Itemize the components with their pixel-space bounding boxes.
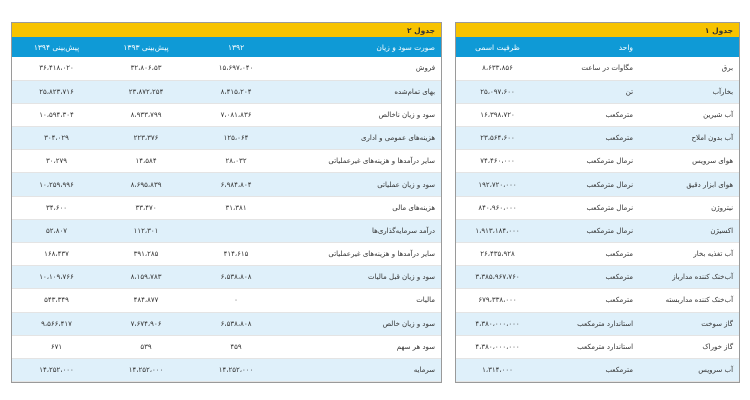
cell-unit: مترمکعب: [539, 289, 639, 312]
cell-capacity: ۸،۶۳۳،۸۵۶: [456, 57, 539, 80]
table-row: [456, 312, 739, 335]
table-row: [12, 80, 441, 103]
cell-item: آب بدون املاح: [639, 127, 739, 150]
cell-unit: نرمال مترمکعب: [539, 173, 639, 196]
cell-item: گاز سوخت: [639, 312, 739, 335]
table-row: [456, 103, 739, 126]
col-header-capacity: ظرفیت اسمی: [456, 37, 539, 57]
cell-1394: ۲۵،۸۲۳،۷۱۶: [12, 80, 101, 103]
cell-1394: ۵۴۳،۳۴۹: [12, 289, 101, 312]
cell-1394: ۳۰،۲۷۹: [12, 150, 101, 173]
cell-unit: تن: [539, 80, 639, 103]
cell-1394: ۱۰،۵۹۴،۳۰۴: [12, 103, 101, 126]
cell-capacity: ۱،۹۱۳،۱۸۴،۰۰۰: [456, 219, 539, 242]
table-row: [12, 289, 441, 312]
cell-item: برق: [639, 57, 739, 80]
cell-item: سود هر سهم: [281, 335, 441, 358]
table-row: [12, 335, 441, 358]
cell-1393: ۳۳،۴۷۰: [101, 196, 191, 219]
cell-1392: ۶،۵۳۸،۸۰۸: [191, 266, 281, 289]
cell-1393: ۲۲۳،۳۷۶: [101, 127, 191, 150]
cell-1393: ۸،۱۵۹،۷۸۳: [101, 266, 191, 289]
cell-1394: ۱۰،۱۰۹،۷۶۶: [12, 266, 101, 289]
cell-unit: نرمال مترمکعب: [539, 150, 639, 173]
cell-1393: ۱۴،۲۵۲،۰۰۰: [101, 358, 191, 381]
table-row: [456, 266, 739, 289]
cell-capacity: ۲۶،۴۳۵،۹۲۸: [456, 243, 539, 266]
cell-1394: ۱۶۸،۴۳۷: [12, 243, 101, 266]
cell-1393: ۲۳،۸۷۲،۲۵۴: [101, 80, 191, 103]
table-row: [12, 103, 441, 126]
cell-capacity: ۸۴۰،۹۶۰،۰۰۰: [456, 196, 539, 219]
table-row: [456, 358, 739, 381]
table-row: [12, 196, 441, 219]
cell-item: سود و زیان عملیاتی: [281, 173, 441, 196]
cell-1392: [191, 219, 281, 242]
cell-1394: ۵۲،۸۰۷: [12, 219, 101, 242]
table-row: [456, 219, 739, 242]
cell-item: فروش: [281, 57, 441, 80]
cell-1394: ۹،۵۶۶،۴۱۷: [12, 312, 101, 335]
table-row: [12, 266, 441, 289]
cell-item: مالیات: [281, 289, 441, 312]
cell-item: گاز خوراک: [639, 335, 739, 358]
table-row: [12, 150, 441, 173]
cell-1392: ۸،۴۱۵،۲۰۴: [191, 80, 281, 103]
cell-item: سود و زیان قبل مالیات: [281, 266, 441, 289]
cell-capacity: ۱۶،۳۹۸،۷۲۰: [456, 103, 539, 126]
cell-1392: ۳۱،۳۸۱: [191, 196, 281, 219]
table-row: [456, 80, 739, 103]
cell-1392: ۶،۵۳۸،۸۰۸: [191, 312, 281, 335]
cell-1394: ۳۶،۴۱۸،۰۲۰: [12, 57, 101, 80]
cell-1392: ۱۴،۲۵۲،۰۰۰: [191, 358, 281, 381]
cell-1393: ۳۹۱،۲۸۵: [101, 243, 191, 266]
cell-item: هوای سرویس: [639, 150, 739, 173]
table-row: [12, 173, 441, 196]
cell-1393: ۳۲،۸۰۶،۵۳: [101, 57, 191, 80]
table-1: [455, 22, 740, 383]
table-row: [456, 173, 739, 196]
cell-1392: ۱۲۵،۰۶۴: [191, 127, 281, 150]
cell-item: سرمایه: [281, 358, 441, 381]
cell-unit: مترمکعب: [539, 243, 639, 266]
cell-capacity: ۱۹۲،۷۲۰،۰۰۰: [456, 173, 539, 196]
cell-item: بهای تمام‌شده: [281, 80, 441, 103]
cell-capacity: ۷۴،۴۶۰،۰۰۰: [456, 150, 539, 173]
table-row: [12, 358, 441, 381]
table-2: [11, 22, 442, 383]
cell-unit: مترمکعب: [539, 358, 639, 381]
table-row: [456, 57, 739, 80]
cell-1393: ۷،۶۷۴،۹۰۶: [101, 312, 191, 335]
cell-1392: ۱۵،۶۹۷،۰۴۰: [191, 57, 281, 80]
cell-1394: ۳۰۴،۰۲۹: [12, 127, 101, 150]
cell-1393: ۴۸۴،۸۷۷: [101, 289, 191, 312]
cell-item: آب‌خنک کننده مدارباز: [639, 266, 739, 289]
cell-1392: ۴۱۴،۶۱۵: [191, 243, 281, 266]
table-1-title: جدول ۱: [456, 23, 739, 37]
cell-1392: ۷،۰۸۱،۸۳۶: [191, 103, 281, 126]
table-row: [12, 219, 441, 242]
col-header-1393: پیش‌بینی ۱۳۹۳: [101, 37, 191, 57]
cell-capacity: ۶۷۹،۳۳۸،۰۰۰: [456, 289, 539, 312]
table-row: [12, 312, 441, 335]
cell-1392: ۶،۹۸۴،۸۰۴: [191, 173, 281, 196]
cell-item: سایر درآمدها و هزینه‌های غیرعملیاتی: [281, 150, 441, 173]
col-header-unit: واحد: [539, 37, 639, 57]
cell-unit: استاندارد مترمکعب: [539, 312, 639, 335]
table-2-title: جدول ۲: [12, 23, 441, 37]
table-row: [12, 243, 441, 266]
cell-item: سود و زیان ناخالص: [281, 103, 441, 126]
col-header-statement: صورت سود و زیان: [281, 37, 441, 57]
cell-item: بخارآب: [639, 80, 739, 103]
cell-1392: ۰: [191, 289, 281, 312]
cell-1394: ۶۷۱: [12, 335, 101, 358]
col-header-item: [639, 37, 739, 57]
table-row: [12, 127, 441, 150]
cell-1392: ۴۵۹: [191, 335, 281, 358]
cell-1392: ۲۸،۰۳۲: [191, 150, 281, 173]
cell-item: هوای ابزار دقیق: [639, 173, 739, 196]
cell-item: آب‌خنک کننده مداربسته: [639, 289, 739, 312]
cell-item: سود و زیان خالص: [281, 312, 441, 335]
cell-item: سایر درآمدها و هزینه‌های غیرعملیاتی: [281, 243, 441, 266]
cell-unit: مگاوات در ساعت: [539, 57, 639, 80]
cell-1393: ۱۴،۵۸۴: [101, 150, 191, 173]
cell-1394: ۱۰،۲۵۹،۹۹۶: [12, 173, 101, 196]
cell-capacity: ۳،۳۸۵،۹۶۷،۷۶۰: [456, 266, 539, 289]
cell-capacity: ۴،۳۸۰،۰۰۰،۰۰۰: [456, 335, 539, 358]
cell-1393: ۵۳۹: [101, 335, 191, 358]
cell-item: آب تغذیه بخار: [639, 243, 739, 266]
cell-item: اکسیژن: [639, 219, 739, 242]
cell-item: هزینه‌های مالی: [281, 196, 441, 219]
table-row: [456, 289, 739, 312]
cell-capacity: ۴،۳۸۰،۰۰۰،۰۰۰: [456, 312, 539, 335]
cell-unit: نرمال مترمکعب: [539, 196, 639, 219]
cell-item: آب سرویس: [639, 358, 739, 381]
cell-capacity: ۲۳،۵۶۴،۶۰۰: [456, 127, 539, 150]
cell-1394: ۳۴،۶۰۰: [12, 196, 101, 219]
table-row: [456, 335, 739, 358]
cell-1393: ۱۱۲،۳۰۱: [101, 219, 191, 242]
cell-item: نیتروژن: [639, 196, 739, 219]
cell-item: آب شیرین: [639, 103, 739, 126]
cell-item: هزینه‌های عمومی و اداری: [281, 127, 441, 150]
cell-unit: مترمکعب: [539, 127, 639, 150]
cell-unit: مترمکعب: [539, 103, 639, 126]
cell-unit: مترمکعب: [539, 266, 639, 289]
cell-capacity: ۱،۳۱۴،۰۰۰: [456, 358, 539, 381]
table-row: [456, 196, 739, 219]
table-row: [456, 127, 739, 150]
cell-unit: نرمال مترمکعب: [539, 219, 639, 242]
cell-item: درآمد سرمایه‌گذاری‌ها: [281, 219, 441, 242]
cell-unit: استاندارد مترمکعب: [539, 335, 639, 358]
table-row: [12, 57, 441, 80]
cell-1394: ۱۴،۲۵۲،۰۰۰: [12, 358, 101, 381]
table-row: [456, 150, 739, 173]
cell-1393: ۸،۶۹۵،۸۳۹: [101, 173, 191, 196]
cell-capacity: ۲۵،۰۹۷،۶۰۰: [456, 80, 539, 103]
col-header-1392: ۱۳۹۲: [191, 37, 281, 57]
cell-1393: ۸،۹۳۳،۷۹۹: [101, 103, 191, 126]
table-row: [456, 243, 739, 266]
col-header-1394: پیش‌بینی ۱۳۹۴: [12, 37, 101, 57]
